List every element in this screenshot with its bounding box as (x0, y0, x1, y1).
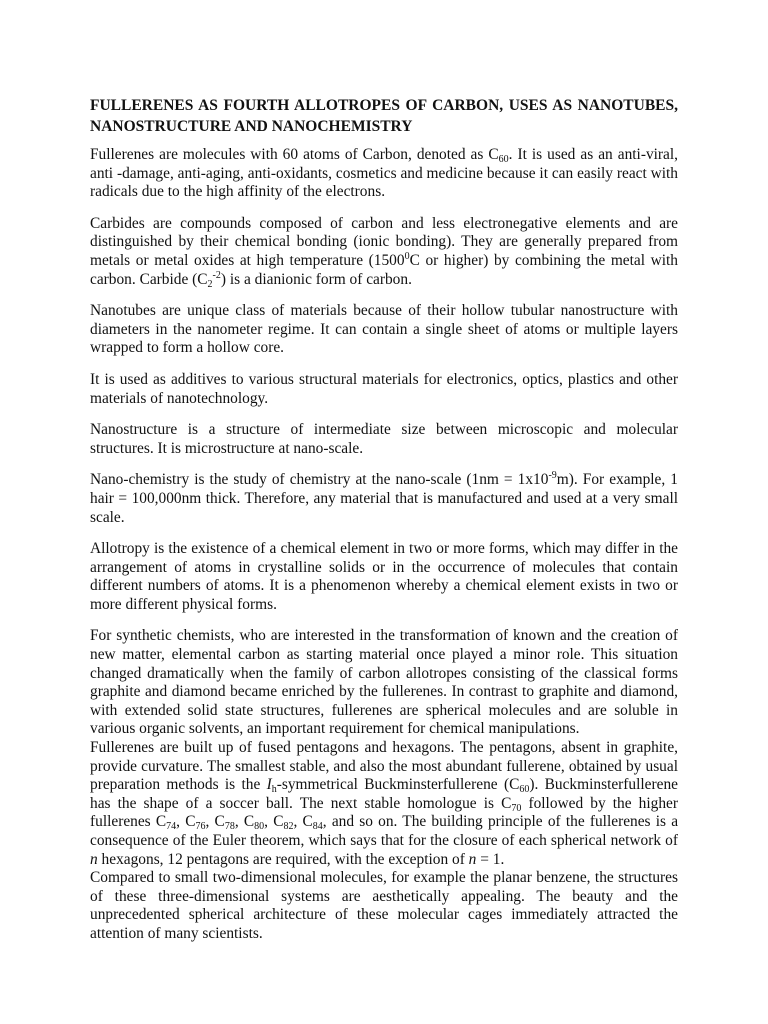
text: Nano-chemistry is the study of chemistry at the nano-scale (1nm = 1x10 (90, 471, 549, 489)
text: ). Buckminsterfullerene has the shape of a soccer ball. The next stable homologue is C (90, 776, 678, 812)
document-title: FULLERENES AS FOURTH ALLOTROPES OF CARBON, USES AS NANOTUBES, NANOSTRUCTURE AND NANOCHEMISTRY (90, 97, 678, 135)
text: Fullerenes are built up of fused pentagons and hexagons. The pentagons, absent in graphite, provide curvature. The smallest stable, and also the most abundant fullerene, obtained by usual preparation methods is the (90, 739, 678, 794)
superscript: 0 (404, 250, 410, 262)
paragraph-carbides (90, 215, 678, 289)
text: , C (234, 813, 255, 831)
subscript: 76 (195, 821, 206, 833)
paragraph-fullerene-structure (90, 739, 678, 869)
subscript: 70 (511, 802, 522, 814)
subscript: 60 (519, 784, 530, 796)
text: , C (264, 813, 284, 831)
text: , C (205, 813, 225, 831)
subscript: h (271, 784, 277, 796)
text: , C (293, 813, 313, 831)
paragraph-synthetic-chemists: For synthetic chemists, who are interested in the transformation of known and the creation of new matter, elemental carbon as starting material once played a minor role. This situation changed dramatically when the family of carbon allotropes consisting of the classical forms graphite and diamond became enriched by the fullerenes. In contrast to graphite and diamond, with extended solid state structures, fullerenes are spherical molecules and are soluble in various organic solvents, an important requirement for chemical manipulations. (90, 627, 678, 738)
subscript: 84 (312, 821, 323, 833)
paragraph-nanotube-uses: It is used as additives to various structural materials for electronics, optics, plastics and other materials of nanotechnology. (90, 370, 678, 407)
paragraph-nanotubes: Nanotubes are unique class of materials because of their hollow tubular nanostructure with diameters in the nanometer regime. It can contain a single sheet of atoms or multiple layers wrapped to form a hollow core. (90, 302, 678, 357)
text: -symmetrical Buckminsterfullerene (C (276, 776, 520, 794)
text: , and so on. The building principle of the fullerenes is a consequence of the Euler theorem, which says that for the closure of each spherical network of (90, 813, 679, 849)
subscript: 60 (498, 154, 509, 165)
text: C or higher) by combining the metal with carbon. Carbide (C (90, 251, 678, 288)
text: followed by the higher fullerenes C (90, 794, 678, 831)
subscript: 78 (224, 821, 235, 833)
text: hexagons, 12 pentagons are required, with the exception of (97, 850, 469, 868)
subscript: 80 (254, 821, 265, 833)
text: Carbides are compounds composed of carbon and less electronegative elements and are distinguished by their chemical bonding (ionic bonding). They are generally prepared from metals or metal oxides at high temperature (1500 (90, 214, 678, 269)
subscript: 82 (283, 821, 294, 833)
text: = 1. (476, 850, 505, 868)
text: , C (176, 813, 196, 831)
paragraph-nanochemistry (90, 471, 678, 527)
text: ) is a dianionic form of carbon. (220, 270, 412, 288)
paragraph-three-dimensional: Compared to small two-dimensional molecules, for example the planar benzene, the structures of these three-dimensional systems are aesthetically appealing. The beauty and the unprecedented spherical architecture of these molecular cages immediately attracted the attention of many scientists. (90, 869, 678, 942)
paragraph-fullerenes-definition (90, 146, 678, 202)
paragraph-nanostructure: Nanostructure is a structure of intermediate size between microscopic and molecular structures. It is microstructure at nano-scale. (90, 421, 678, 457)
subscript: 74 (166, 821, 177, 833)
superscript: -9 (548, 470, 557, 482)
text: . It is used as an anti-viral, anti -damage, anti-aging, anti-oxidants, cosmetics and medicine because it can easily react with radicals due to the high affinity of the electrons. (90, 146, 678, 201)
subscript: 2 (207, 278, 213, 290)
italic-variable: n (90, 850, 98, 868)
superscript: -2 (212, 269, 221, 281)
italic-variable: n (468, 850, 477, 868)
text: Fullerenes are molecules with 60 atoms of Carbon, denoted as C (90, 146, 499, 163)
text: m). For example, 1 hair = 100,000nm thick. Therefore, any material that is manufactured and used at a very small scale. (90, 471, 678, 526)
paragraph-allotropy: Allotropy is the existence of a chemical element in two or more forms, which may differ in the arrangement of atoms in crystalline solids or in the occurrence of molecules that contain different numbers of atoms. It is a phenomenon whereby a chemical element exists in two or more different physical forms. (90, 540, 678, 613)
italic-symbol: I (266, 776, 272, 794)
